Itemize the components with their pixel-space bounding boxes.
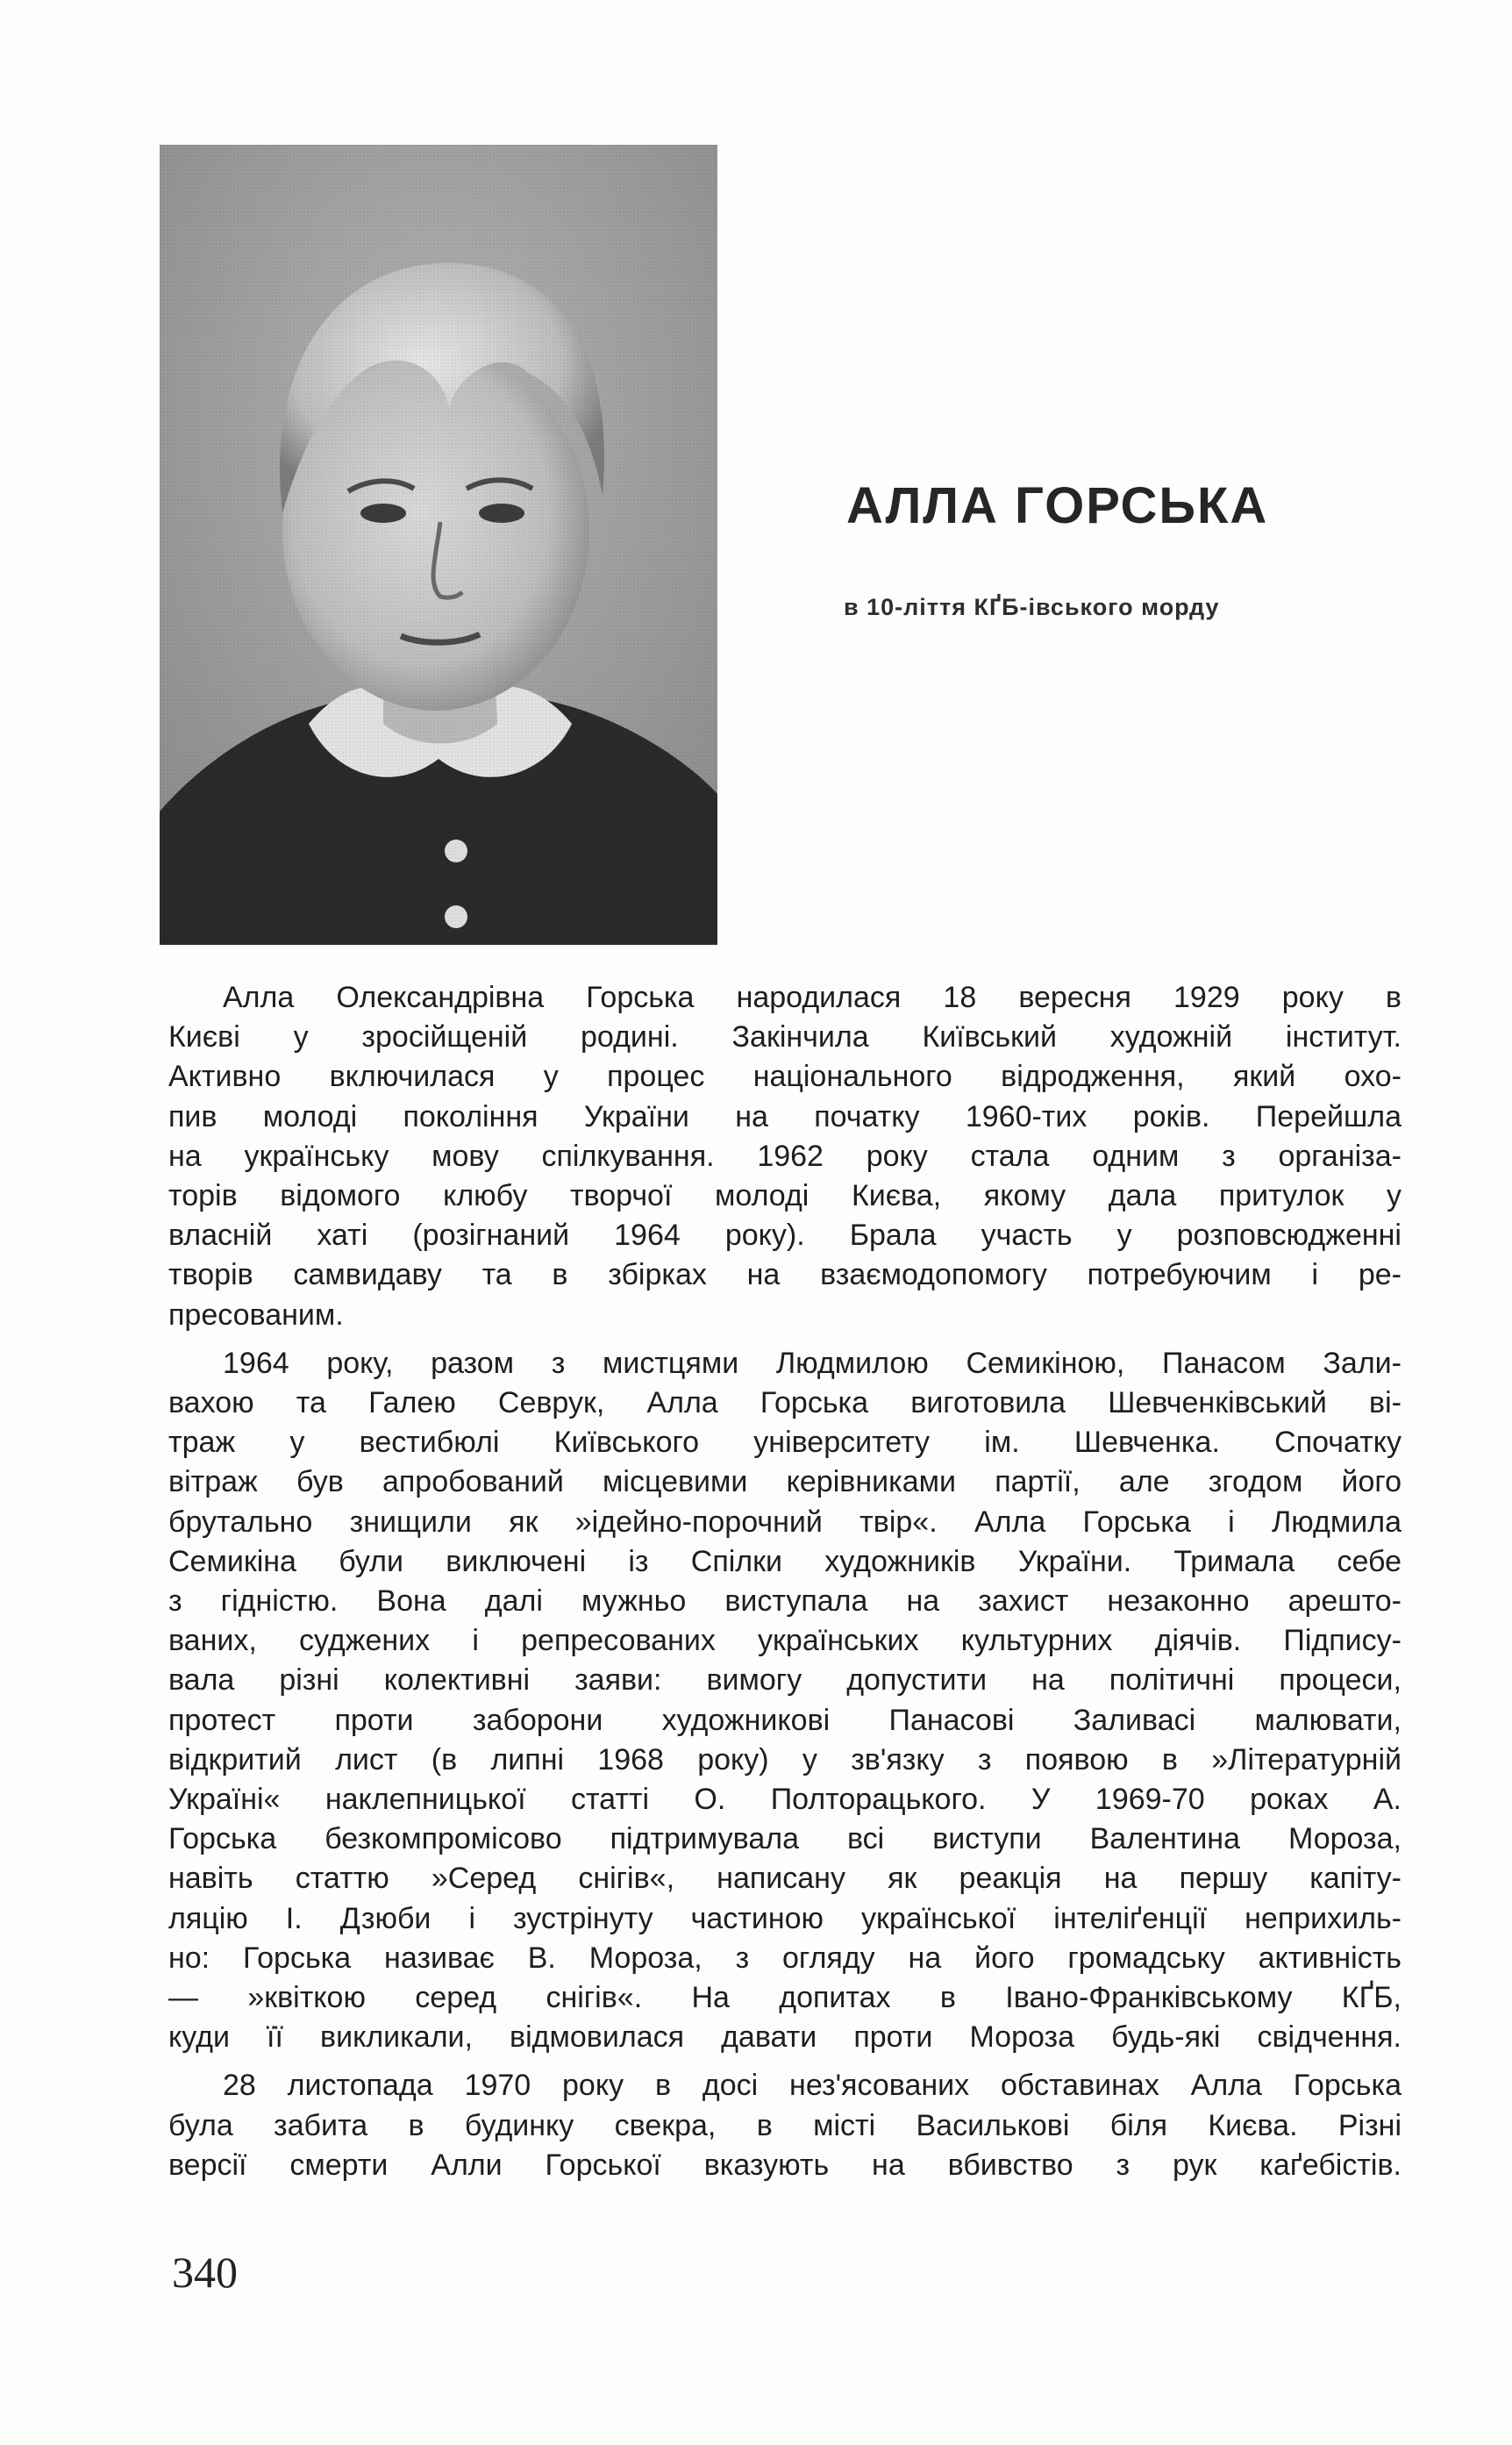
text-line: була забита в будинку свекра, в місті Василькові біля Києва. Різні bbox=[168, 2108, 1401, 2142]
text-line: траж у вестибюлі Київського університету ім. Шевченка. Спочатку bbox=[168, 1426, 1401, 1460]
text-line: пресованим. bbox=[168, 1298, 344, 1332]
text-line: куди її викликали, відмовилася давати проти Мороза будь-які свідчення. bbox=[168, 2020, 1401, 2055]
text-line: відкритий лист (в липні 1968 року) у зв'язку з появою в »Літературній bbox=[168, 1742, 1401, 1777]
text-line: но: Горська називає В. Мороза, з огляду на його громадську активність bbox=[168, 1941, 1401, 1975]
text-line: власній хаті (розігнаний 1964 року). Брала участь у розповсюдженні bbox=[168, 1219, 1401, 1253]
text-line: вала різні колективні заяви: вимогу допустити на політичні процеси, bbox=[168, 1663, 1401, 1698]
text-line: вітраж був апробований місцевими керівниками партії, але згодом його bbox=[168, 1465, 1401, 1499]
text-line: брутально знищили як »ідейно-порочний твір«. Алла Горська і Людмила bbox=[168, 1505, 1401, 1539]
page-number: 340 bbox=[172, 2248, 238, 2297]
text-line: Алла Олександрівна Горська народилася 18 вересня 1929 року в bbox=[223, 981, 1401, 1014]
text-line: Горська безкомпромісово підтримувала всі виступи Валентина Мороза, bbox=[168, 1822, 1401, 1856]
text-line: Семикіна були виключені із Спілки художників України. Тримала себе bbox=[168, 1544, 1401, 1578]
text-line: з гідністю. Вона далі мужньо виступала на захист незаконно арешто- bbox=[168, 1584, 1401, 1619]
paragraph bbox=[168, 2066, 1401, 2185]
text-line: Україні« наклепницької статті О. Полторацького. У 1969-70 роках А. bbox=[168, 1783, 1401, 1817]
text-line: пив молоді покоління України на початку 1960-тих років. Перейшла bbox=[168, 1099, 1401, 1133]
text-line: — »квіткою серед снігів«. На допитах в Івано-Франківському КҐБ, bbox=[168, 1981, 1401, 2015]
text-line: ваних, суджених і репресованих українських культурних діячів. Підпису- bbox=[168, 1624, 1401, 1658]
text-line: вахою та Галею Севрук, Алла Горська виготовила Шевченківський ві- bbox=[168, 1386, 1401, 1420]
portrait-image bbox=[160, 145, 717, 945]
text-line: Активно включилася у процес національного відродження, який охо- bbox=[168, 1060, 1401, 1094]
paragraph bbox=[168, 978, 1401, 1335]
text-line: 28 листопада 1970 року в досі нез'ясованих обставинах Алла Горська bbox=[223, 2069, 1401, 2103]
text-line: на українську мову спілкування. 1962 року стала одним з організа- bbox=[168, 1139, 1401, 1173]
article-subtitle: в 10-ліття КҐБ-івського морду bbox=[844, 594, 1220, 620]
text-line: 1964 року, разом з мистцями Людмилою Семикіною, Панасом Зали- bbox=[223, 1346, 1401, 1380]
text-line: навіть статтю »Серед снігів«, написану як реакція на першу капіту- bbox=[168, 1862, 1401, 1896]
article-title: АЛЛА ГОРСЬКА bbox=[846, 477, 1269, 534]
paragraph bbox=[168, 1344, 1401, 2058]
text-line: версії смерти Алли Горської вказують на вбивство з рук каґебістів. bbox=[168, 2148, 1401, 2182]
text-line: ляцію І. Дзюби і зустрінуту частиною української інтеліґенції неприхиль- bbox=[168, 1901, 1401, 1935]
text-line: торів відомого клюбу творчої молоді Києва, якому дала притулок у bbox=[168, 1179, 1401, 1213]
text-line: протест проти заборони художникові Панасові Заливасі малювати, bbox=[168, 1703, 1401, 1737]
portrait-photo bbox=[160, 145, 717, 945]
text-line: творів самвидаву та в збірках на взаємодопомогу потребуючим і ре- bbox=[168, 1258, 1401, 1292]
article-body bbox=[168, 978, 1401, 2194]
text-line: Києві у зросійщеній родині. Закінчила Київський художній інститут. bbox=[168, 1020, 1401, 1054]
